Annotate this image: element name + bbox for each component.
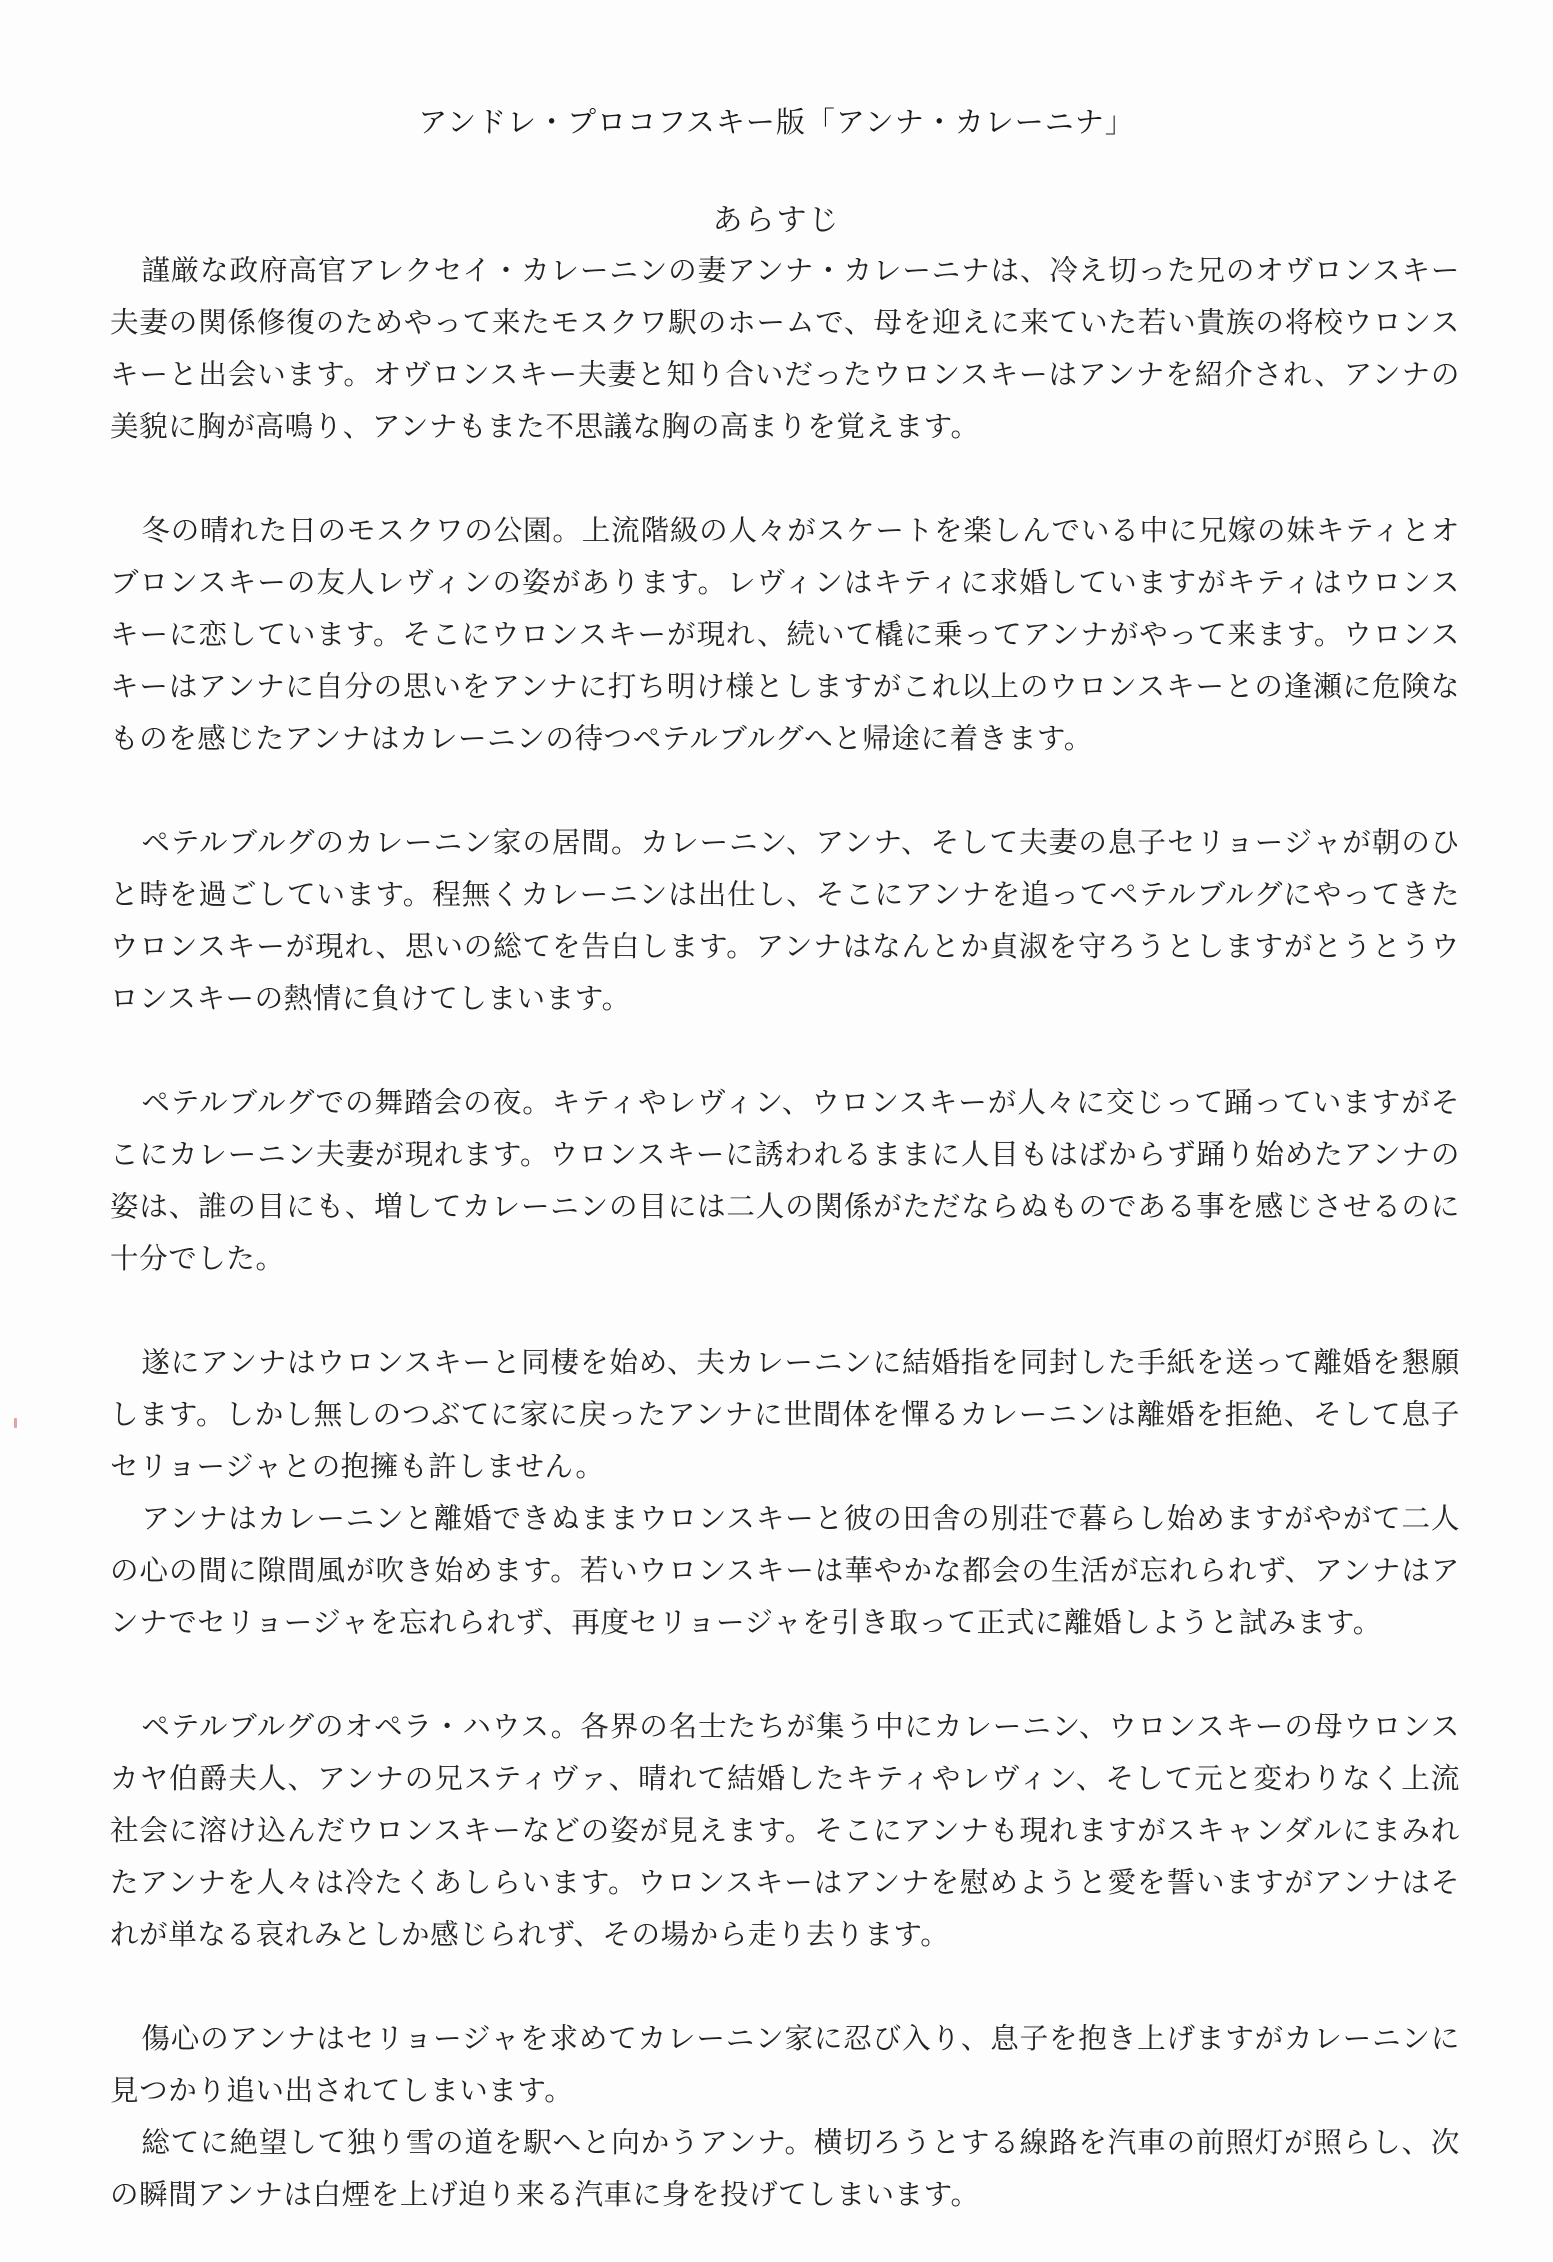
paragraph-moscow-park: 冬の晴れた日のモスクワの公園。上流階級の人々がスケートを楽しんでいる中に兄嫁の妹キティとオブロンスキーの友人レヴィンの姿があります。レヴィンはキティに求婚していますがキティはウロンスキーに恋しています。そこにウロンスキーが現れ、続いて橇に乗ってアンナがやって来ます。ウロンスキーはアンナに自分の思いをアンナに打ち明け様としますがこれ以上のウロンスキーとの逢瀬に危険なものを感じたアンナはカレーニンの待つペテルブルグへと帰途に着きます。	[110, 514, 1460, 755]
paragraph-moscow-station: 謹厳な政府高官アレクセイ・カレーニンの妻アンナ・カレーニナは、冷え切った兄のオヴロンスキー夫妻の関係修復のためやって来たモスクワ駅のホームで、母を迎えに来ていた若い貴族の将校ウロンスキーと出会います。オヴロンスキー夫妻と知り合いだったウロンスキーはアンナを紹介され、アンナの美貌に胸が高鳴り、アンナもまた不思議な胸の高まりを覚えます。	[110, 254, 1460, 443]
document-title: アンドレ・プロコフスキー版「アンナ・カレーニナ」	[418, 105, 1135, 139]
document-subtitle: あらすじ	[712, 203, 841, 238]
paragraph-karenin-home: ペテルブルグのカレーニン家の居間。カレーニン、アンナ、そして夫妻の息子セリョージャが朝のひと時を過ごしています。程無くカレーニンは出仕し、そこにアンナを追ってペテルブルグにやってきたウロンスキーが現れ、思いの総てを告白します。アンナはなんとか貞淑を守ろうとしますがとうとうウロンスキーの熱情に負けてしまいます。	[110, 826, 1460, 1015]
paragraph-final-scene: 総てに絶望して独り雪の道を駅へと向かうアンナ。横切ろうとする線路を汽車の前照灯が照らし、次の瞬間アンナは白煙を上げ迫り来る汽車に身を投げてしまいます。	[110, 2126, 1460, 2211]
synopsis-body	[110, 245, 1460, 2221]
paragraph-ball: ペテルブルグでの舞踏会の夜。キティやレヴィン、ウロンスキーが人々に交じって踊っていますがそこにカレーニン夫妻が現れます。ウロンスキーに誘われるままに人目もはばからず踊り始めたアンナの姿は、誰の目にも、増してカレーニンの目には二人の関係がただならぬものである事を感じさせるのに十分でした。	[110, 1086, 1460, 1275]
paragraph-country-villa: アンナはカレーニンと離婚できぬままウロンスキーと彼の田舎の別荘で暮らし始めますがやがて二人の心の間に隙間風が吹き始めます。若いウロンスキーは華やかな都会の生活が忘れられず、アンナはアンナでセリョージャを忘れられず、再度セリョージャを引き取って正式に離婚しようと試みます。	[110, 1502, 1460, 1639]
paragraph-heartbroken: 傷心のアンナはセリョージャを求めてカレーニン家に忍び入り、息子を抱き上げますがカレーニンに見つかり追い出されてしまいます。	[110, 2022, 1460, 2107]
paragraph-divorce-plea: 遂にアンナはウロンスキーと同棲を始め、夫カレーニンに結婚指を同封した手紙を送って離婚を懇願します。しかし無しのつぶてに家に戻ったアンナに世間体を憚るカレーニンは離婚を拒絶、そして息子セリョージャとの抱擁も許しません。	[110, 1346, 1460, 1483]
scan-mark	[14, 1418, 17, 1428]
paragraph-opera-house: ペテルブルグのオペラ・ハウス。各界の名士たちが集う中にカレーニン、ウロンスキーの母ウロンスカヤ伯爵夫人、アンナの兄スティヴァ、晴れて結婚したキティやレヴィン、そして元と変わりなく上流社会に溶け込んだウロンスキーなどの姿が見えます。そこにアンナも現れますがスキャンダルにまみれたアンナを人々は冷たくあしらいます。ウロンスキーはアンナを慰めようと愛を誓いますがアンナはそれが単なる哀れみとしか感じられず、その場から走り去ります。	[110, 1710, 1460, 1951]
